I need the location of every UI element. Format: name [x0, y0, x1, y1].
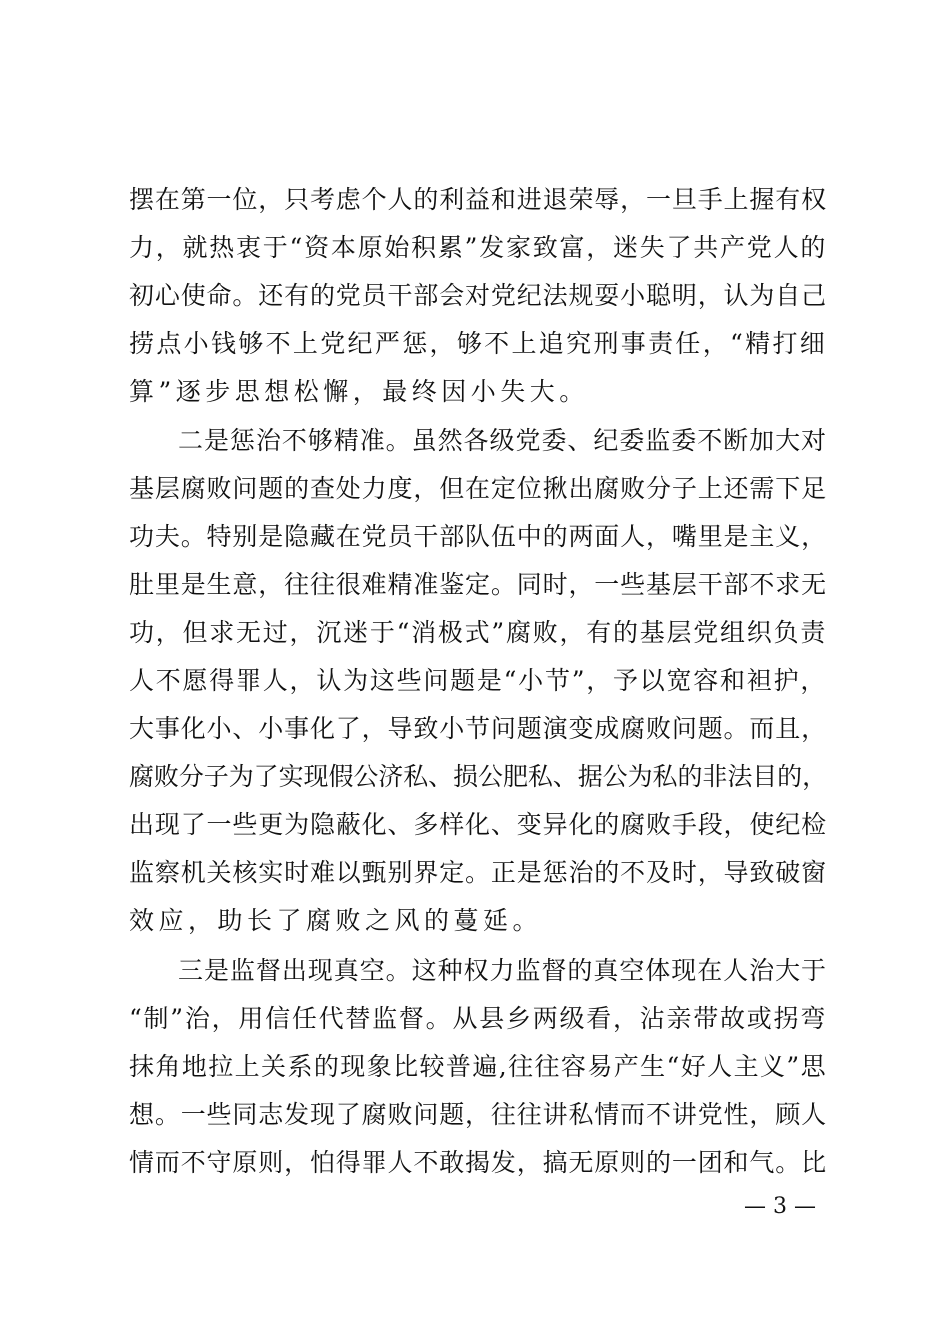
- line-text: 人不愿得罪人，认为这些问题是“小节”，予以宽容和袒护，: [129, 666, 828, 695]
- text-line: [0, 515, 950, 559]
- text-line: [0, 899, 950, 943]
- line-text: 初心使命。还有的党员干部会对党纪法规耍小聪明，认为自己: [129, 281, 827, 310]
- line-text: 三是监督出现真空。这种权力监督的真空体现在人治大于: [178, 956, 828, 985]
- text-line: [0, 1141, 950, 1185]
- line-text: 算”逐步思想松懈，最终因小失大。: [129, 377, 589, 406]
- text-line: [0, 274, 950, 318]
- text-line: [0, 467, 950, 511]
- line-text: 抹角地拉上关系的现象比较普遍,往往容易产生“好人主义”思: [129, 1052, 827, 1081]
- line-text: 功，但求无过，沉迷于“消极式”腐败，有的基层党组织负责: [129, 618, 828, 647]
- page-number: — 3 —: [744, 1194, 816, 1219]
- line-text: “制”治，用信任代替监督。从县乡两级看，沾亲带故或拐弯: [129, 1004, 828, 1033]
- text-line: [0, 322, 950, 366]
- line-text: 二是惩治不够精准。虽然各级党委、纪委监委不断加大对: [178, 426, 828, 455]
- line-text: 功夫。特别是隐藏在党员干部队伍中的两面人，嘴里是主义，: [129, 522, 827, 551]
- text-line: [0, 1045, 950, 1089]
- line-text: 监察机关核实时难以甄别界定。正是惩治的不及时，导致破窗: [129, 858, 827, 887]
- line-text: 效应，助长了腐败之风的蔓延。: [129, 906, 543, 935]
- line-text: 摆在第一位，只考虑个人的利益和进退荣辱，一旦手上握有权: [129, 185, 827, 214]
- text-line: [0, 949, 950, 993]
- line-text: 基层腐败问题的查处力度，但在定位揪出腐败分子上还需下足: [129, 474, 827, 503]
- line-text: 大事化小、小事化了，导致小节问题演变成腐败问题。而且，: [129, 714, 827, 743]
- line-text: 腐败分子为了实现假公济私、损公肥私、据公为私的非法目的，: [129, 762, 828, 791]
- text-line: [0, 419, 950, 463]
- text-line: [0, 707, 950, 751]
- text-line: [0, 178, 950, 222]
- line-text: 捞点小钱够不上党纪严惩，够不上追究刑事责任，“精打细: [129, 329, 828, 358]
- text-line: [0, 997, 950, 1041]
- text-line: [0, 563, 950, 607]
- line-text: 想。一些同志发现了腐败问题，往往讲私情而不讲党性，顾人: [129, 1100, 827, 1129]
- text-line: [0, 803, 950, 847]
- line-text: 肚里是生意，往往很难精准鉴定。同时，一些基层干部不求无: [129, 570, 827, 599]
- text-line: [0, 659, 950, 703]
- line-text: 力，就热衷于“资本原始积累”发家致富，迷失了共产党人的: [129, 233, 828, 262]
- line-text: 出现了一些更为隐蔽化、多样化、变异化的腐败手段，使纪检: [129, 810, 827, 839]
- text-line: [0, 370, 950, 414]
- line-text: 情而不守原则，怕得罪人不敢揭发，搞无原则的一团和气。比: [129, 1148, 827, 1177]
- text-line: [0, 1093, 950, 1137]
- text-line: [0, 755, 950, 799]
- text-line: [0, 851, 950, 895]
- text-line: [0, 226, 950, 270]
- text-line: [0, 611, 950, 655]
